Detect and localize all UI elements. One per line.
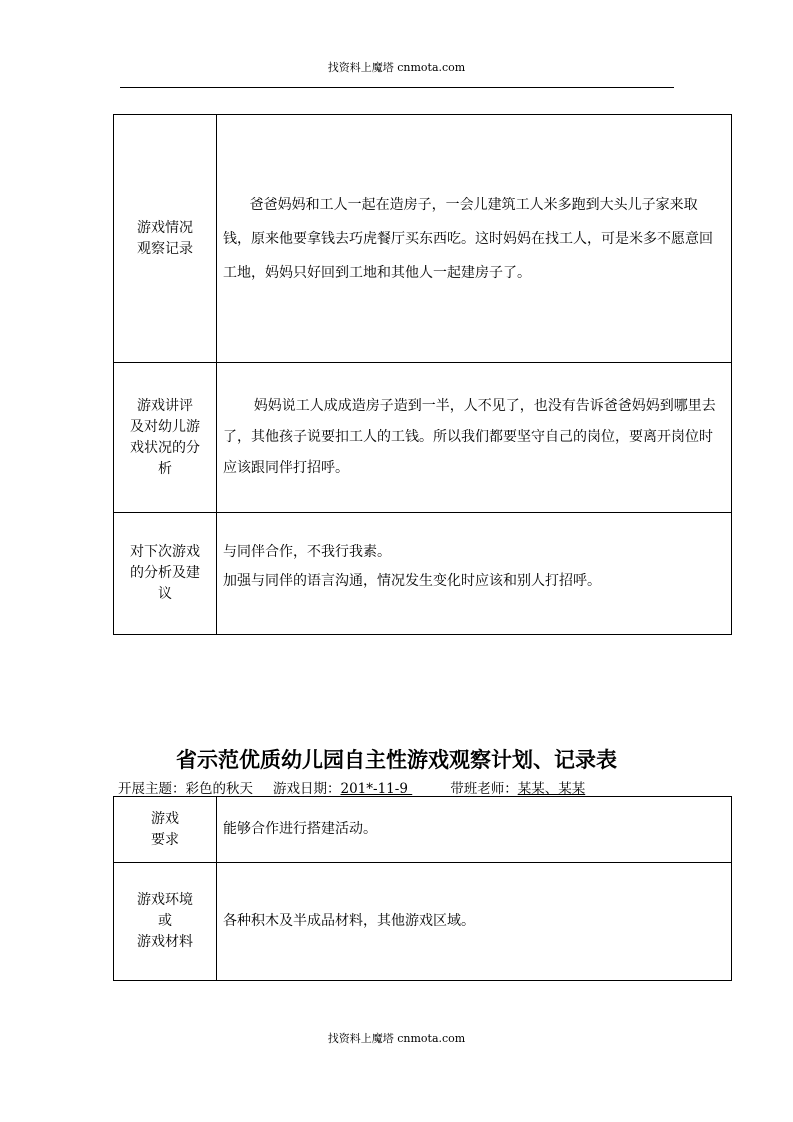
label-line: 及对幼儿游 <box>130 418 200 435</box>
page-header: 找资料上魔塔 cnmota.com <box>327 61 466 74</box>
plan-meta-line <box>118 777 585 797</box>
label-line: 的分析及建 <box>130 565 200 581</box>
teacher-label: 带班老师： <box>450 781 518 797</box>
row-label-environment <box>114 863 217 981</box>
table-row <box>114 797 732 863</box>
row-label-review <box>114 363 217 513</box>
plan-table <box>113 796 732 981</box>
table-row <box>114 363 732 513</box>
observation-record-table <box>113 114 732 635</box>
label-line: 要求 <box>151 831 179 848</box>
teacher-value: 某某、某某 <box>517 781 586 797</box>
row-content-next-suggestion <box>217 513 732 635</box>
label-line: 对下次游戏 <box>130 544 200 560</box>
label-line: 游戏 <box>151 810 179 827</box>
row-content-review <box>217 363 732 513</box>
label-line: 析 <box>158 460 172 477</box>
content-line: 各种积木及半成品材料，其他游戏区域。 <box>223 913 475 929</box>
label-line: 观察记录 <box>137 240 193 257</box>
row-label-requirement <box>114 797 217 863</box>
label-line: 议 <box>158 586 172 602</box>
row-content-observation <box>217 115 732 363</box>
label-line: 游戏情况 <box>137 219 193 236</box>
header-divider <box>120 87 674 88</box>
theme-label: 开展主题： <box>118 781 186 797</box>
label-line: 游戏材料 <box>137 934 193 950</box>
table-row <box>114 513 732 635</box>
label-line: 游戏环境 <box>137 892 193 908</box>
date-value: 201*-11-9 <box>340 781 413 797</box>
content-line: 与同伴合作，不我行我素。 <box>223 544 391 560</box>
table-row <box>114 115 732 363</box>
page-footer: 找资料上魔塔 cnmota.com <box>327 1032 466 1045</box>
row-content-requirement <box>217 797 732 863</box>
content-line: 能够合作进行搭建活动。 <box>223 821 377 837</box>
content-paragraph: 爸爸妈妈和工人一起在造房子，一会儿建筑工人米多跑到大头儿子家来取钱，原来他要拿钱去巧虎餐厅买东西吃。这时妈妈在找工人，可是米多不愿意回工地，妈妈只好回到工地和其他人一起建房子了。 <box>223 196 713 281</box>
label-line: 戏状况的分 <box>130 439 200 456</box>
content-line: 加强与同伴的语言沟通，情况发生变化时应该和别人打招呼。 <box>223 573 601 589</box>
row-content-environment <box>217 863 732 981</box>
table-row <box>114 863 732 981</box>
section-title: 省示范优质幼儿园自主性游戏观察计划、记录表 <box>176 747 617 772</box>
content-paragraph: 妈妈说工人成成造房子造到一半，人不见了，也没有告诉爸爸妈妈到哪里去了，其他孩子说要扣工人的工钱。所以我们都要坚守自己的岗位，要离开岗位时应该跟同伴打招呼。 <box>223 398 716 476</box>
theme-value: 彩色的秋天 <box>185 781 253 797</box>
date-label: 游戏日期： <box>273 781 341 797</box>
label-line: 游戏讲评 <box>137 397 193 414</box>
row-label-next-suggestion <box>114 513 217 635</box>
row-label-observation <box>114 115 217 363</box>
label-line: 或 <box>158 913 172 929</box>
